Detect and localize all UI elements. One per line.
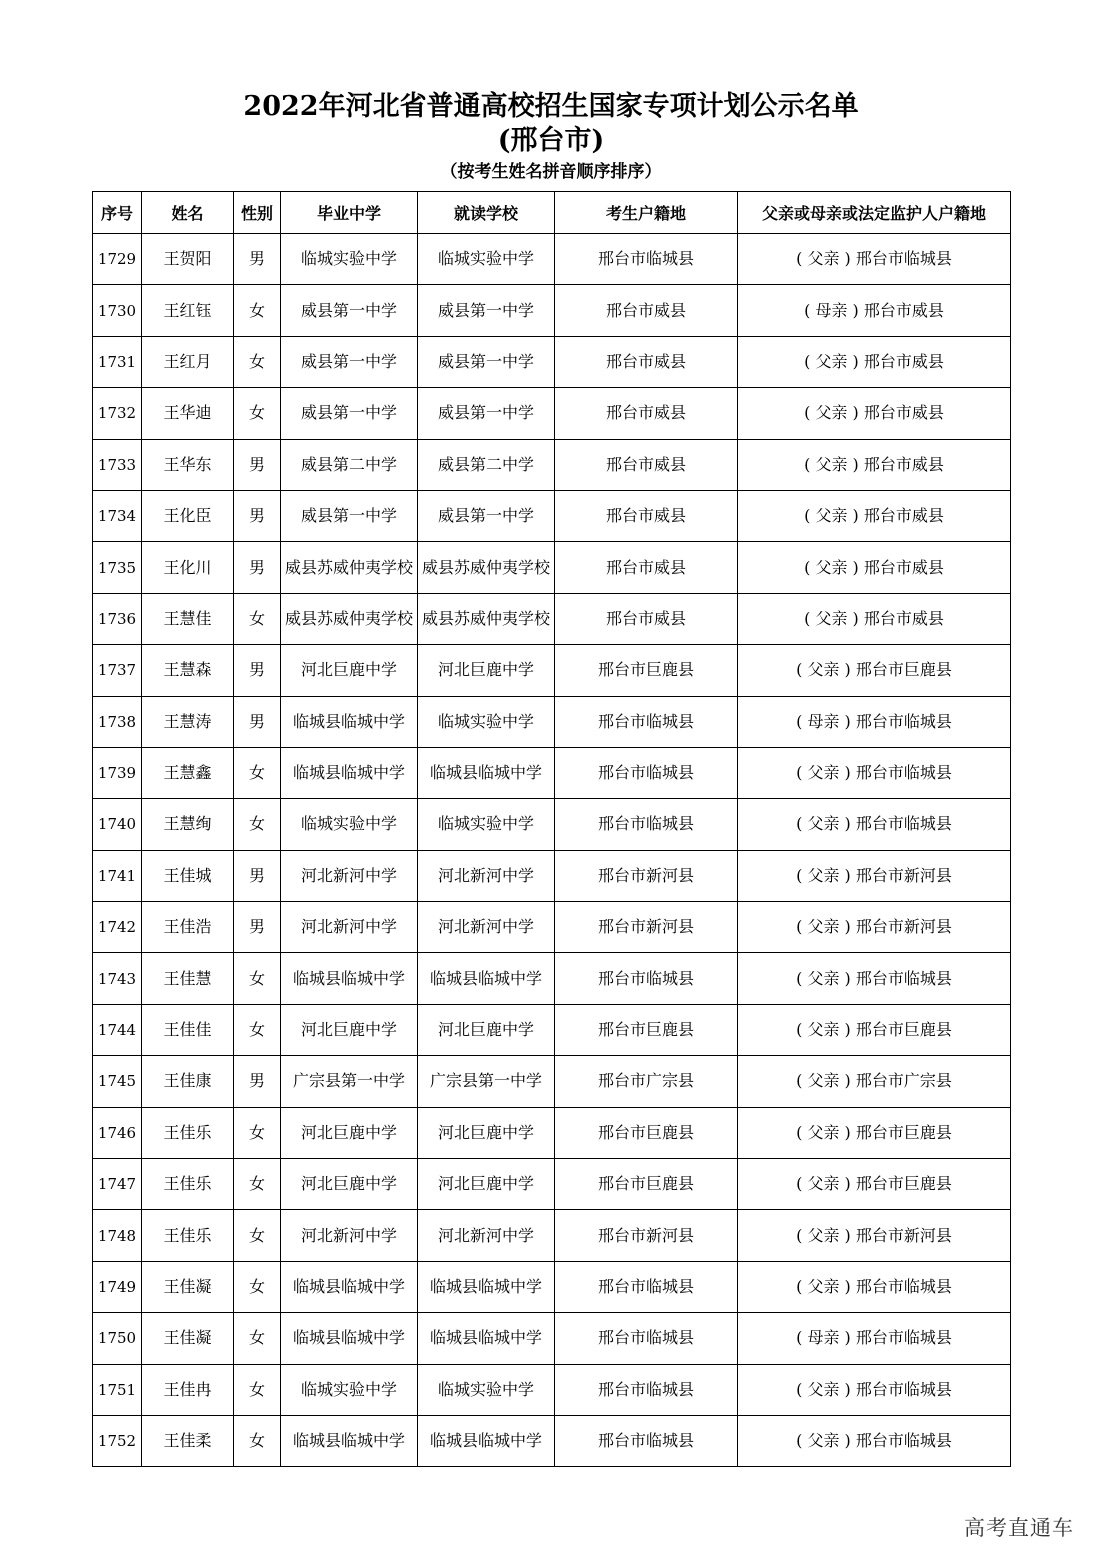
cell-guardian-hukou: ( 父亲 ) 邢台市巨鹿县 <box>738 1159 1011 1210</box>
cell-gender: 男 <box>234 439 281 490</box>
cell-study-school: 河北巨鹿中学 <box>418 1159 555 1210</box>
table-row <box>93 1364 1011 1415</box>
page-subtitle: (邢台市) <box>497 125 605 156</box>
cell-gender: 女 <box>234 1210 281 1261</box>
cell-name: 王慧佳 <box>142 593 234 644</box>
table-row <box>93 336 1011 387</box>
cell-guardian-hukou: ( 父亲 ) 邢台市新河县 <box>738 1210 1011 1261</box>
cell-gender: 男 <box>234 490 281 541</box>
cell-grad-school: 广宗县第一中学 <box>281 1056 418 1107</box>
cell-grad-school: 河北新河中学 <box>281 1210 418 1261</box>
roster-table <box>92 191 1011 1467</box>
cell-guardian-hukou: ( 父亲 ) 邢台市威县 <box>738 388 1011 439</box>
table-row <box>93 593 1011 644</box>
table-row <box>93 388 1011 439</box>
cell-grad-school: 河北新河中学 <box>281 902 418 953</box>
table-header-row <box>93 192 1011 234</box>
cell-no: 1745 <box>93 1056 142 1107</box>
cell-gender: 女 <box>234 1159 281 1210</box>
sort-note: （按考生姓名拼音顺序排序） <box>440 162 662 182</box>
cell-grad-school: 临城实验中学 <box>281 799 418 850</box>
cell-gender: 男 <box>234 645 281 696</box>
cell-study-school: 河北巨鹿中学 <box>418 1004 555 1055</box>
cell-study-school: 河北巨鹿中学 <box>418 1107 555 1158</box>
cell-no: 1738 <box>93 696 142 747</box>
cell-name: 王慧森 <box>142 645 234 696</box>
cell-gender: 女 <box>234 1004 281 1055</box>
cell-name: 王佳佳 <box>142 1004 234 1055</box>
cell-guardian-hukou: ( 父亲 ) 邢台市威县 <box>738 439 1011 490</box>
table-row <box>93 1004 1011 1055</box>
cell-name: 王佳柔 <box>142 1415 234 1466</box>
cell-gender: 女 <box>234 388 281 439</box>
cell-grad-school: 河北新河中学 <box>281 850 418 901</box>
cell-guardian-hukou: ( 父亲 ) 邢台市巨鹿县 <box>738 645 1011 696</box>
cell-no: 1749 <box>93 1261 142 1312</box>
cell-hukou: 邢台市临城县 <box>555 1313 738 1364</box>
cell-name: 王佳乐 <box>142 1107 234 1158</box>
cell-guardian-hukou: ( 父亲 ) 邢台市巨鹿县 <box>738 1107 1011 1158</box>
cell-no: 1746 <box>93 1107 142 1158</box>
cell-guardian-hukou: ( 父亲 ) 邢台市临城县 <box>738 1415 1011 1466</box>
cell-name: 王化川 <box>142 542 234 593</box>
cell-study-school: 临城实验中学 <box>418 234 555 285</box>
cell-study-school: 威县第一中学 <box>418 336 555 387</box>
cell-name: 王佳乐 <box>142 1159 234 1210</box>
cell-hukou: 邢台市临城县 <box>555 1364 738 1415</box>
cell-study-school: 河北巨鹿中学 <box>418 645 555 696</box>
cell-hukou: 邢台市威县 <box>555 542 738 593</box>
cell-hukou: 邢台市巨鹿县 <box>555 1107 738 1158</box>
watermark-text: 高考直通车 <box>964 1516 1074 1540</box>
cell-study-school: 威县苏威仲夷学校 <box>418 593 555 644</box>
header-guardian-hukou: 父亲或母亲或法定监护人户籍地 <box>738 192 1011 234</box>
cell-gender: 男 <box>234 542 281 593</box>
cell-study-school: 临城县临城中学 <box>418 1313 555 1364</box>
cell-name: 王佳凝 <box>142 1261 234 1312</box>
title-block <box>0 88 1102 186</box>
table-row <box>93 1210 1011 1261</box>
cell-grad-school: 临城县临城中学 <box>281 696 418 747</box>
table-row <box>93 902 1011 953</box>
cell-gender: 男 <box>234 696 281 747</box>
table-body <box>93 234 1011 1467</box>
cell-no: 1730 <box>93 285 142 336</box>
cell-guardian-hukou: ( 父亲 ) 邢台市威县 <box>738 593 1011 644</box>
cell-study-school: 河北新河中学 <box>418 902 555 953</box>
table-row <box>93 747 1011 798</box>
table-row <box>93 285 1011 336</box>
cell-hukou: 邢台市威县 <box>555 593 738 644</box>
cell-name: 王佳浩 <box>142 902 234 953</box>
table-row <box>93 234 1011 285</box>
cell-name: 王佳凝 <box>142 1313 234 1364</box>
cell-grad-school: 临城县临城中学 <box>281 1261 418 1312</box>
cell-grad-school: 临城县临城中学 <box>281 1415 418 1466</box>
cell-study-school: 威县第二中学 <box>418 439 555 490</box>
cell-hukou: 邢台市威县 <box>555 490 738 541</box>
cell-name: 王化臣 <box>142 490 234 541</box>
cell-hukou: 邢台市临城县 <box>555 234 738 285</box>
cell-guardian-hukou: ( 父亲 ) 邢台市临城县 <box>738 1261 1011 1312</box>
cell-grad-school: 威县第二中学 <box>281 439 418 490</box>
cell-gender: 女 <box>234 593 281 644</box>
cell-gender: 女 <box>234 1313 281 1364</box>
cell-no: 1742 <box>93 902 142 953</box>
cell-study-school: 临城县临城中学 <box>418 953 555 1004</box>
cell-hukou: 邢台市威县 <box>555 285 738 336</box>
cell-grad-school: 临城县临城中学 <box>281 953 418 1004</box>
cell-study-school: 临城县临城中学 <box>418 1415 555 1466</box>
cell-no: 1733 <box>93 439 142 490</box>
cell-no: 1740 <box>93 799 142 850</box>
cell-grad-school: 河北巨鹿中学 <box>281 1107 418 1158</box>
cell-grad-school: 临城实验中学 <box>281 1364 418 1415</box>
cell-hukou: 邢台市临城县 <box>555 953 738 1004</box>
header-hukou: 考生户籍地 <box>555 192 738 234</box>
cell-name: 王佳冉 <box>142 1364 234 1415</box>
cell-name: 王华东 <box>142 439 234 490</box>
cell-guardian-hukou: ( 母亲 ) 邢台市临城县 <box>738 1313 1011 1364</box>
cell-grad-school: 威县第一中学 <box>281 490 418 541</box>
cell-no: 1736 <box>93 593 142 644</box>
cell-grad-school: 临城实验中学 <box>281 234 418 285</box>
cell-no: 1751 <box>93 1364 142 1415</box>
cell-grad-school: 临城县临城中学 <box>281 747 418 798</box>
cell-guardian-hukou: ( 父亲 ) 邢台市威县 <box>738 490 1011 541</box>
header-no: 序号 <box>93 192 142 234</box>
cell-name: 王佳慧 <box>142 953 234 1004</box>
page-title: 2022年河北省普通高校招生国家专项计划公示名单 <box>243 91 859 122</box>
cell-hukou: 邢台市新河县 <box>555 1210 738 1261</box>
cell-no: 1729 <box>93 234 142 285</box>
table-row <box>93 1415 1011 1466</box>
cell-guardian-hukou: ( 父亲 ) 邢台市威县 <box>738 336 1011 387</box>
cell-no: 1752 <box>93 1415 142 1466</box>
cell-no: 1737 <box>93 645 142 696</box>
cell-guardian-hukou: ( 父亲 ) 邢台市临城县 <box>738 747 1011 798</box>
cell-grad-school: 威县第一中学 <box>281 388 418 439</box>
cell-hukou: 邢台市巨鹿县 <box>555 1004 738 1055</box>
cell-grad-school: 威县第一中学 <box>281 336 418 387</box>
cell-no: 1747 <box>93 1159 142 1210</box>
cell-no: 1734 <box>93 490 142 541</box>
cell-grad-school: 威县第一中学 <box>281 285 418 336</box>
cell-grad-school: 河北巨鹿中学 <box>281 645 418 696</box>
table-row <box>93 1107 1011 1158</box>
cell-gender: 男 <box>234 1056 281 1107</box>
header-gender: 性别 <box>234 192 281 234</box>
cell-guardian-hukou: ( 母亲 ) 邢台市威县 <box>738 285 1011 336</box>
cell-grad-school: 河北巨鹿中学 <box>281 1004 418 1055</box>
cell-hukou: 邢台市临城县 <box>555 799 738 850</box>
cell-study-school: 河北新河中学 <box>418 850 555 901</box>
cell-study-school: 威县第一中学 <box>418 285 555 336</box>
cell-study-school: 河北新河中学 <box>418 1210 555 1261</box>
cell-grad-school: 威县苏威仲夷学校 <box>281 593 418 644</box>
cell-hukou: 邢台市威县 <box>555 388 738 439</box>
cell-grad-school: 威县苏威仲夷学校 <box>281 542 418 593</box>
cell-no: 1739 <box>93 747 142 798</box>
cell-name: 王慧涛 <box>142 696 234 747</box>
cell-no: 1731 <box>93 336 142 387</box>
cell-study-school: 临城实验中学 <box>418 799 555 850</box>
cell-gender: 女 <box>234 285 281 336</box>
cell-hukou: 邢台市巨鹿县 <box>555 1159 738 1210</box>
cell-hukou: 邢台市新河县 <box>555 850 738 901</box>
cell-guardian-hukou: ( 母亲 ) 邢台市临城县 <box>738 696 1011 747</box>
cell-guardian-hukou: ( 父亲 ) 邢台市新河县 <box>738 902 1011 953</box>
cell-study-school: 威县第一中学 <box>418 388 555 439</box>
cell-hukou: 邢台市巨鹿县 <box>555 645 738 696</box>
cell-no: 1741 <box>93 850 142 901</box>
header-grad-school: 毕业中学 <box>281 192 418 234</box>
cell-hukou: 邢台市临城县 <box>555 1415 738 1466</box>
table-row <box>93 1159 1011 1210</box>
cell-grad-school: 临城县临城中学 <box>281 1313 418 1364</box>
cell-name: 王佳乐 <box>142 1210 234 1261</box>
table-row <box>93 696 1011 747</box>
header-study-school: 就读学校 <box>418 192 555 234</box>
cell-study-school: 临城实验中学 <box>418 696 555 747</box>
cell-no: 1748 <box>93 1210 142 1261</box>
cell-gender: 女 <box>234 1415 281 1466</box>
cell-no: 1744 <box>93 1004 142 1055</box>
cell-hukou: 邢台市新河县 <box>555 902 738 953</box>
cell-name: 王佳城 <box>142 850 234 901</box>
cell-name: 王佳康 <box>142 1056 234 1107</box>
cell-gender: 女 <box>234 336 281 387</box>
cell-study-school: 广宗县第一中学 <box>418 1056 555 1107</box>
table-row <box>93 542 1011 593</box>
cell-no: 1750 <box>93 1313 142 1364</box>
cell-hukou: 邢台市临城县 <box>555 696 738 747</box>
cell-guardian-hukou: ( 父亲 ) 邢台市威县 <box>738 542 1011 593</box>
table-row <box>93 1313 1011 1364</box>
table-row <box>93 953 1011 1004</box>
cell-no: 1735 <box>93 542 142 593</box>
cell-no: 1743 <box>93 953 142 1004</box>
cell-guardian-hukou: ( 父亲 ) 邢台市临城县 <box>738 1364 1011 1415</box>
cell-hukou: 邢台市广宗县 <box>555 1056 738 1107</box>
table-row <box>93 1056 1011 1107</box>
cell-study-school: 威县苏威仲夷学校 <box>418 542 555 593</box>
cell-guardian-hukou: ( 父亲 ) 邢台市广宗县 <box>738 1056 1011 1107</box>
cell-hukou: 邢台市临城县 <box>555 747 738 798</box>
cell-name: 王红月 <box>142 336 234 387</box>
table-row <box>93 490 1011 541</box>
cell-gender: 男 <box>234 850 281 901</box>
table-row <box>93 799 1011 850</box>
cell-guardian-hukou: ( 父亲 ) 邢台市巨鹿县 <box>738 1004 1011 1055</box>
cell-guardian-hukou: ( 父亲 ) 邢台市临城县 <box>738 953 1011 1004</box>
cell-guardian-hukou: ( 父亲 ) 邢台市新河县 <box>738 850 1011 901</box>
table-row <box>93 439 1011 490</box>
cell-study-school: 威县第一中学 <box>418 490 555 541</box>
cell-name: 王贺阳 <box>142 234 234 285</box>
table-row <box>93 1261 1011 1312</box>
cell-name: 王红钰 <box>142 285 234 336</box>
cell-gender: 女 <box>234 1364 281 1415</box>
cell-gender: 女 <box>234 1261 281 1312</box>
cell-hukou: 邢台市临城县 <box>555 1261 738 1312</box>
cell-hukou: 邢台市威县 <box>555 439 738 490</box>
cell-gender: 女 <box>234 799 281 850</box>
table-row <box>93 645 1011 696</box>
table-row <box>93 850 1011 901</box>
cell-name: 王慧绚 <box>142 799 234 850</box>
cell-study-school: 临城县临城中学 <box>418 747 555 798</box>
cell-grad-school: 河北巨鹿中学 <box>281 1159 418 1210</box>
cell-hukou: 邢台市威县 <box>555 336 738 387</box>
header-name: 姓名 <box>142 192 234 234</box>
cell-gender: 女 <box>234 953 281 1004</box>
cell-gender: 男 <box>234 234 281 285</box>
cell-guardian-hukou: ( 父亲 ) 邢台市临城县 <box>738 799 1011 850</box>
cell-guardian-hukou: ( 父亲 ) 邢台市临城县 <box>738 234 1011 285</box>
cell-study-school: 临城实验中学 <box>418 1364 555 1415</box>
cell-name: 王慧鑫 <box>142 747 234 798</box>
cell-study-school: 临城县临城中学 <box>418 1261 555 1312</box>
cell-gender: 女 <box>234 1107 281 1158</box>
cell-gender: 男 <box>234 902 281 953</box>
cell-name: 王华迪 <box>142 388 234 439</box>
cell-gender: 女 <box>234 747 281 798</box>
cell-no: 1732 <box>93 388 142 439</box>
